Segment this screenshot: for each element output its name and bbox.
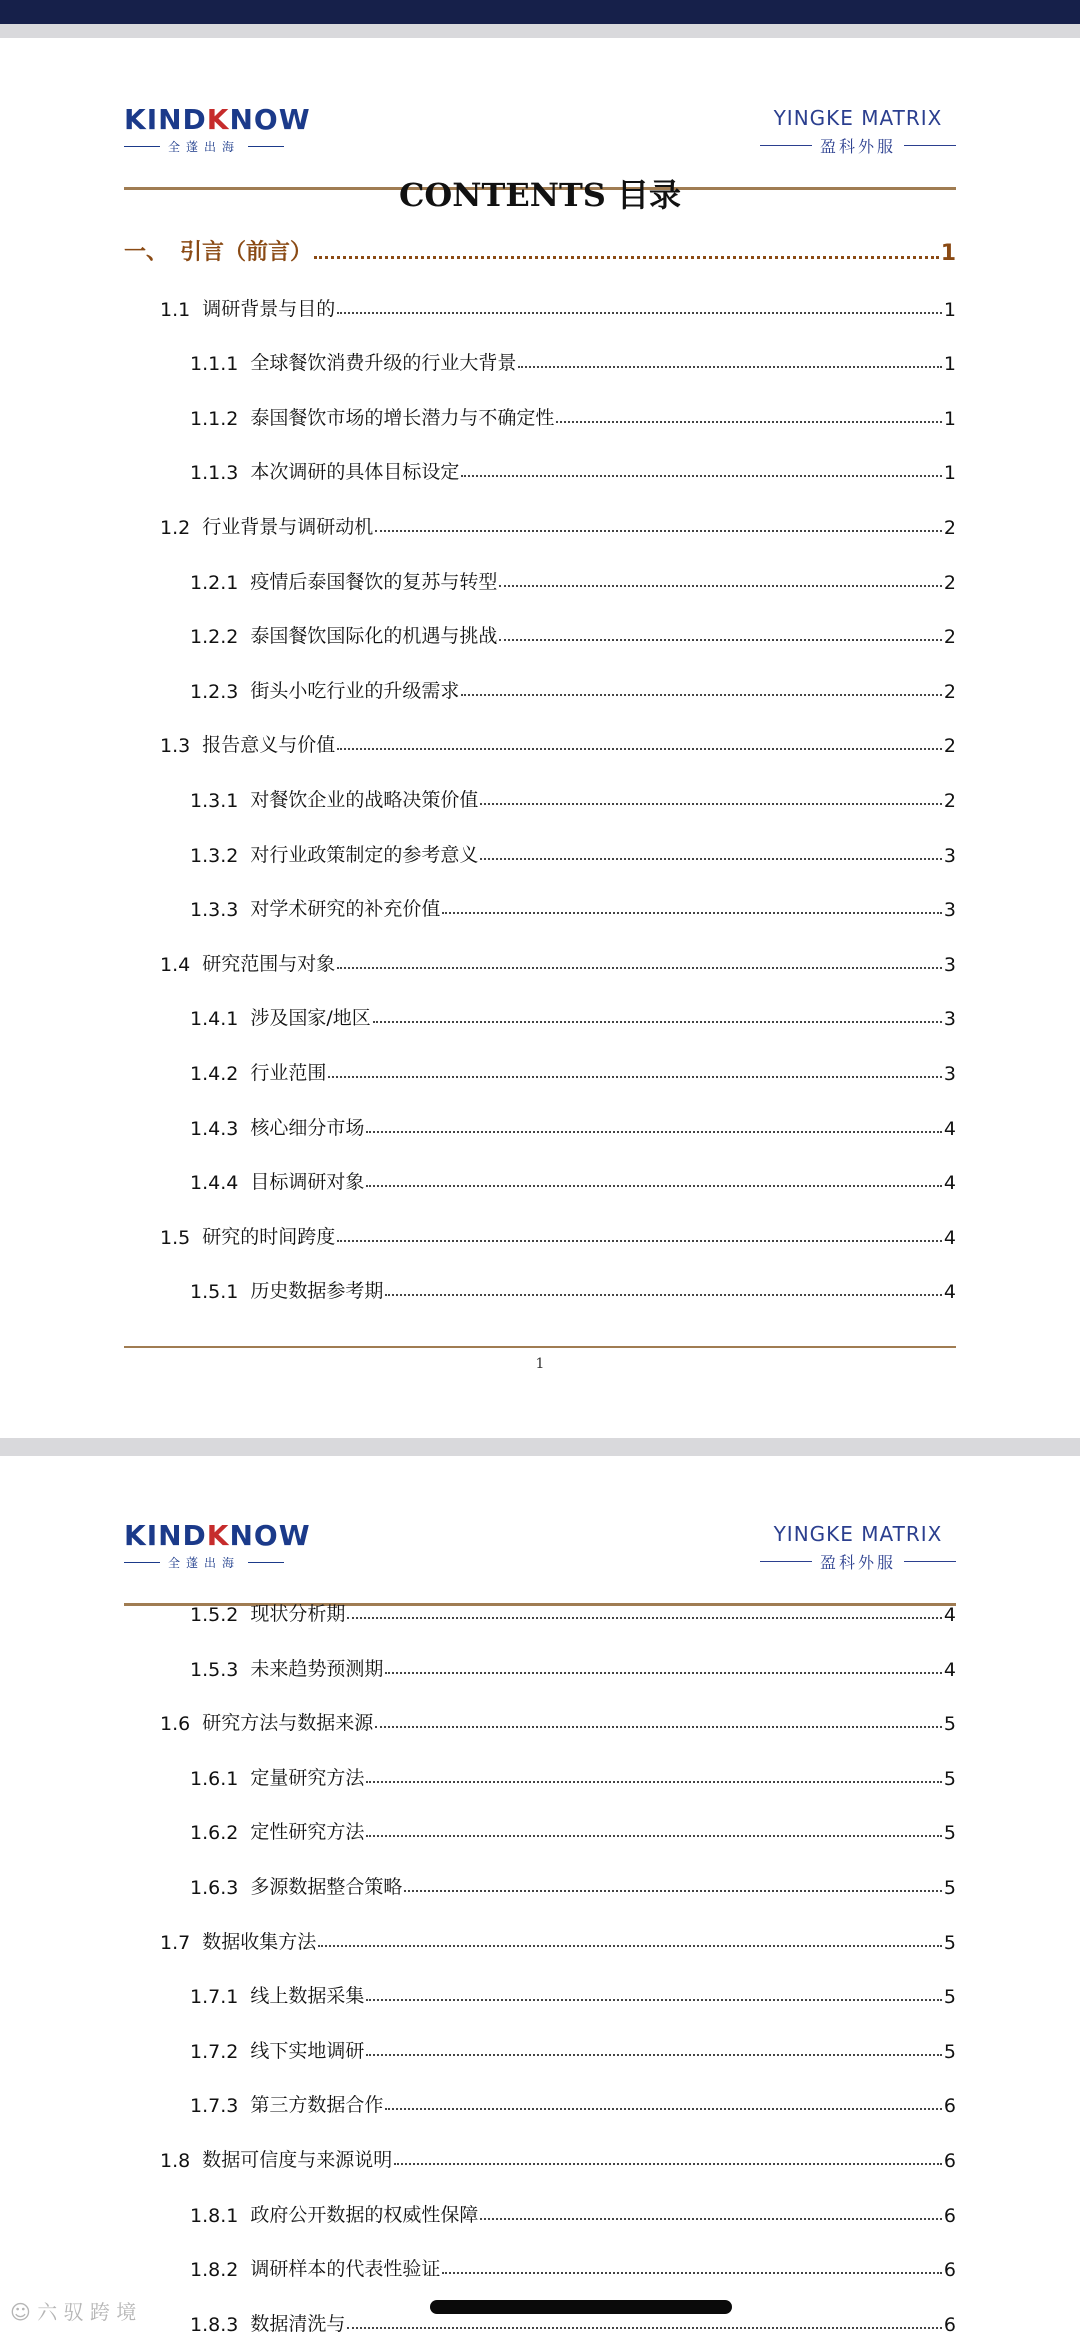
toc-entry-title: 泰国餐饮国际化的机遇与挑战 [250, 625, 498, 648]
toc-entry-page: 5 [943, 1713, 956, 1736]
toc-entry[interactable] [124, 772, 956, 812]
toc-entry-page: 1 [943, 353, 956, 376]
toc-entry-number: 一、 [124, 240, 169, 265]
yingke-logo-subtitle: 盈科外服 [819, 1553, 896, 1572]
toc-entry-title: 定量研究方法 [250, 1766, 365, 1789]
toc-entry-number: 1.8.1 [190, 2204, 239, 2227]
toc-entry[interactable] [124, 226, 956, 266]
toc-entry-number: 1.8 [160, 2150, 191, 2172]
toc-dot-leader [480, 803, 942, 805]
toc-entry[interactable] [124, 881, 956, 921]
yingke-matrix-logo [760, 1520, 956, 1573]
page-number: 1 [535, 1356, 545, 1372]
toc-entry-page: 6 [943, 2150, 956, 2172]
toc-entry-page: 4 [943, 1172, 956, 1195]
toc-dot-leader [375, 1726, 942, 1728]
toc-dot-leader [347, 2327, 942, 2329]
kindknow-logo [124, 104, 311, 155]
toc-entry[interactable] [124, 1695, 956, 1735]
toc-entry-title: 街头小吃行业的升级需求 [250, 679, 460, 702]
toc-entry-number: 1.3.1 [190, 790, 239, 812]
toc-dot-leader [337, 748, 942, 750]
toc-entry-number: 1.4.4 [190, 1172, 239, 1195]
toc-entry-number: 1.3.3 [190, 899, 239, 922]
toc-entry-page: 6 [943, 2313, 956, 2336]
toc-entry-number: 1.4.2 [190, 1063, 239, 1085]
toc-entry[interactable] [124, 2023, 956, 2063]
kindknow-logo-subtitle: 全蓬出海 [168, 1556, 241, 1570]
toc-dot-leader [373, 1021, 942, 1023]
toc-entry-number: 1.6.1 [190, 1767, 239, 1790]
toc-entry-title: 研究范围与对象 [202, 952, 336, 975]
toc-entry-number: 1.7.3 [190, 2095, 239, 2118]
toc-entry-title: 历史数据参考期 [250, 1280, 384, 1303]
toc-entry-page: 4 [943, 1658, 956, 1681]
toc-entry-title: 第三方数据合作 [250, 2094, 384, 2117]
toc-entry-title: 对行业政策制定的参考意义 [250, 843, 479, 866]
toc-entry[interactable] [124, 663, 956, 703]
toc-entry-title: 对学术研究的补充价值 [250, 898, 441, 921]
toc-dot-leader [347, 1617, 942, 1619]
toc-entry-page: 4 [943, 1226, 956, 1249]
toc-entry-number: 1.2.1 [190, 571, 239, 594]
toc-entry[interactable] [124, 1641, 956, 1681]
toc-entry-page: 6 [943, 2259, 956, 2282]
toc-dot-leader [442, 912, 942, 914]
toc-entry-page: 5 [943, 1877, 956, 1899]
toc-entry-title: 多源数据整合策略 [250, 1876, 403, 1898]
toc-entry[interactable] [124, 2187, 956, 2227]
toc-dot-leader [337, 967, 942, 969]
toc-dot-leader [480, 2218, 942, 2220]
toc-entry[interactable] [124, 1263, 956, 1303]
toc-entry[interactable] [124, 444, 956, 484]
toc-entry-page: 2 [943, 680, 956, 703]
toc-entry-page: 1 [940, 241, 956, 266]
toc-entry-number: 1.5 [160, 1226, 191, 1249]
yingke-logo-subtitle: 盈科外服 [819, 137, 896, 156]
toc-entry-title: 线下实地调研 [250, 2039, 365, 2062]
toc-entry-title: 数据清洗与 [250, 2312, 346, 2335]
document-title: CONTENTS 目录 [398, 176, 682, 214]
toc-entry[interactable] [124, 499, 956, 539]
toc-entry-title: 核心细分市场 [250, 1116, 365, 1139]
top-status-bar [0, 0, 1080, 24]
toc-entry[interactable] [124, 1100, 956, 1140]
toc-dot-leader [518, 366, 942, 368]
toc-entry[interactable] [124, 1750, 956, 1790]
toc-entry-number: 1.2.2 [190, 626, 239, 649]
toc-dot-leader [461, 694, 942, 696]
toc-entry[interactable] [124, 1586, 956, 1626]
toc-dot-leader [385, 1672, 942, 1674]
toc-dot-leader [337, 1240, 942, 1242]
toc-dot-leader [366, 1999, 942, 2001]
toc-dot-leader [328, 1076, 942, 1078]
toc-entry-title: 泰国餐饮市场的增长潜力与不确定性 [250, 406, 555, 429]
toc-entry-title: 行业背景与调研动机 [202, 516, 374, 538]
toc-entry-page: 5 [943, 1986, 956, 2009]
toc-entry-title: 对餐饮企业的战略决策价值 [250, 789, 479, 811]
footer-divider [124, 1346, 956, 1348]
toc-entry-page: 5 [943, 1822, 956, 1845]
toc-dot-leader [442, 2272, 942, 2274]
toc-entry-title: 行业范围 [250, 1062, 327, 1084]
toc-entry-page: 2 [943, 517, 956, 539]
toc-dot-leader [394, 2163, 942, 2165]
toc-entry-title: 引言（前言） [180, 240, 313, 265]
toc-entry-title: 现状分析期 [250, 1603, 346, 1625]
toc-entry-number: 1.6.3 [190, 1877, 239, 1899]
toc-entry[interactable] [124, 2132, 956, 2172]
toc-entry-page: 3 [943, 899, 956, 922]
toc-entry-title: 数据可信度与来源说明 [202, 2149, 393, 2171]
toc-entry-number: 1.8.2 [190, 2259, 239, 2282]
toc-entry-number: 1.2 [160, 517, 191, 539]
toc-entry-title: 调研背景与目的 [202, 297, 336, 320]
toc-entry-page: 4 [943, 1604, 956, 1626]
toc-entry-page: 4 [943, 1117, 956, 1140]
toc-entry-page: 2 [943, 571, 956, 594]
toc-dot-leader [385, 1294, 942, 1296]
document-page-2 [0, 1456, 1080, 2336]
toc-dot-leader [385, 2108, 942, 2110]
toc-entry-page: 2 [943, 735, 956, 758]
toc-entry-page: 3 [943, 953, 956, 976]
toc-entry-title: 定性研究方法 [250, 1821, 365, 1844]
document-page-1 [0, 38, 1080, 1438]
toc-entry[interactable] [124, 936, 956, 976]
toc-dot-leader [366, 1835, 942, 1837]
redaction-bar [430, 2300, 732, 2314]
toc-entry-number: 1.4.3 [190, 1117, 239, 1140]
toc-dot-leader [314, 256, 939, 259]
toc-dot-leader [318, 1945, 942, 1947]
toc-entry-page: 3 [943, 1063, 956, 1085]
toc-entry-page: 3 [943, 844, 956, 867]
kindknow-logo-subtitle: 全蓬出海 [168, 140, 241, 154]
toc-entry[interactable] [124, 990, 956, 1030]
toc-entry-title: 报告意义与价值 [202, 734, 336, 757]
toc-dot-leader [404, 1890, 942, 1892]
toc-entry[interactable] [124, 390, 956, 430]
toc-dot-leader [499, 585, 942, 587]
toc-entry-page: 1 [943, 298, 956, 321]
toc-entry-number: 1.3.2 [190, 844, 239, 867]
toc-entry-number: 1.5.1 [190, 1281, 239, 1304]
yingke-logo-text: YINGKE MATRIX [773, 106, 943, 130]
kindknow-logo [124, 1520, 311, 1571]
toc-entry-number: 1.4.1 [190, 1008, 239, 1031]
toc-entry-page: 1 [943, 407, 956, 430]
toc-entry-number: 1.6.2 [190, 1822, 239, 1845]
toc-entry[interactable] [124, 1914, 956, 1954]
toc-entry-number: 1.6 [160, 1713, 191, 1736]
toc-entry-title: 未来趋势预测期 [250, 1657, 384, 1680]
toc-entry-page: 5 [943, 1767, 956, 1790]
toc-entry-number: 1.2.3 [190, 680, 239, 703]
watermark: ☺ 六 驭 跨 境 [10, 2300, 137, 2324]
toc-entry[interactable] [124, 1209, 956, 1249]
toc-entry-title: 研究方法与数据来源 [202, 1712, 374, 1735]
toc-entry[interactable] [124, 2241, 956, 2281]
toc-dot-leader [556, 421, 942, 423]
toc-entry-number: 1.5.3 [190, 1658, 239, 1681]
toc-entry-title: 数据收集方法 [202, 1930, 317, 1953]
toc-entry[interactable] [124, 717, 956, 757]
toc-dot-leader [366, 1185, 942, 1187]
toc-dot-leader [366, 1781, 942, 1783]
toc-entry-number: 1.8.3 [190, 2313, 239, 2336]
toc-dot-leader [480, 858, 942, 860]
toc-entry-number: 1.7 [160, 1931, 191, 1954]
toc-entry[interactable] [124, 1045, 956, 1085]
toc-entry[interactable] [124, 1968, 956, 2008]
toc-entry-page: 4 [943, 1281, 956, 1304]
toc-entry[interactable] [124, 1859, 956, 1899]
toc-entry-page: 5 [943, 2040, 956, 2063]
toc-entry-title: 全球餐饮消费升级的行业大背景 [250, 352, 517, 375]
toc-entry-title: 涉及国家/地区 [250, 1007, 371, 1030]
toc-entry-number: 1.5.2 [190, 1604, 239, 1626]
toc-entry-number: 1.3 [160, 735, 191, 758]
toc-entry-title: 目标调研对象 [250, 1171, 365, 1194]
toc-dot-leader [366, 2054, 942, 2056]
toc-entry[interactable] [124, 1804, 956, 1844]
toc-entry[interactable] [124, 281, 956, 321]
toc-dot-leader [461, 475, 942, 477]
toc-entry-number: 1.1.2 [190, 407, 239, 430]
toc-dot-leader [337, 312, 942, 314]
yingke-logo-text: YINGKE MATRIX [773, 1522, 943, 1546]
toc-entry-page: 3 [943, 1008, 956, 1031]
toc-entry-number: 1.1.1 [190, 353, 239, 376]
toc-entry[interactable] [124, 335, 956, 375]
toc-entry-page: 1 [943, 462, 956, 485]
toc-entry-page: 6 [943, 2204, 956, 2227]
toc-entry-number: 1.4 [160, 953, 191, 976]
toc-entry-title: 调研样本的代表性验证 [250, 2258, 441, 2281]
toc-entry-page: 5 [943, 1931, 956, 1954]
toc-entry-title: 本次调研的具体目标设定 [250, 461, 460, 484]
toc-dot-leader [366, 1131, 942, 1133]
toc-dot-leader [375, 530, 942, 532]
toc-entry-page: 2 [943, 790, 956, 812]
kindknow-logo-text: KINDKNOW [124, 103, 311, 136]
kindknow-logo-text: KINDKNOW [124, 1519, 311, 1552]
toc-dot-leader [499, 639, 942, 641]
toc-entry[interactable] [124, 2077, 956, 2117]
toc-entry-page: 2 [943, 626, 956, 649]
toc-entry-page: 6 [943, 2095, 956, 2118]
toc-entry-title: 疫情后泰国餐饮的复苏与转型 [250, 570, 498, 593]
toc-entry[interactable] [124, 1154, 956, 1194]
toc-entry[interactable] [124, 608, 956, 648]
toc-entry[interactable] [124, 554, 956, 594]
toc-entry-number: 1.7.1 [190, 1986, 239, 2009]
toc-entry-title: 线上数据采集 [250, 1985, 365, 2008]
toc-entry-number: 1.1.3 [190, 462, 239, 485]
yingke-matrix-logo [760, 104, 956, 157]
toc-entry[interactable] [124, 827, 956, 867]
toc-entry-title: 研究的时间跨度 [202, 1225, 336, 1248]
toc-entry-title: 政府公开数据的权威性保障 [250, 2203, 479, 2226]
toc-entry-number: 1.1 [160, 298, 191, 321]
toc-entry-number: 1.7.2 [190, 2040, 239, 2063]
